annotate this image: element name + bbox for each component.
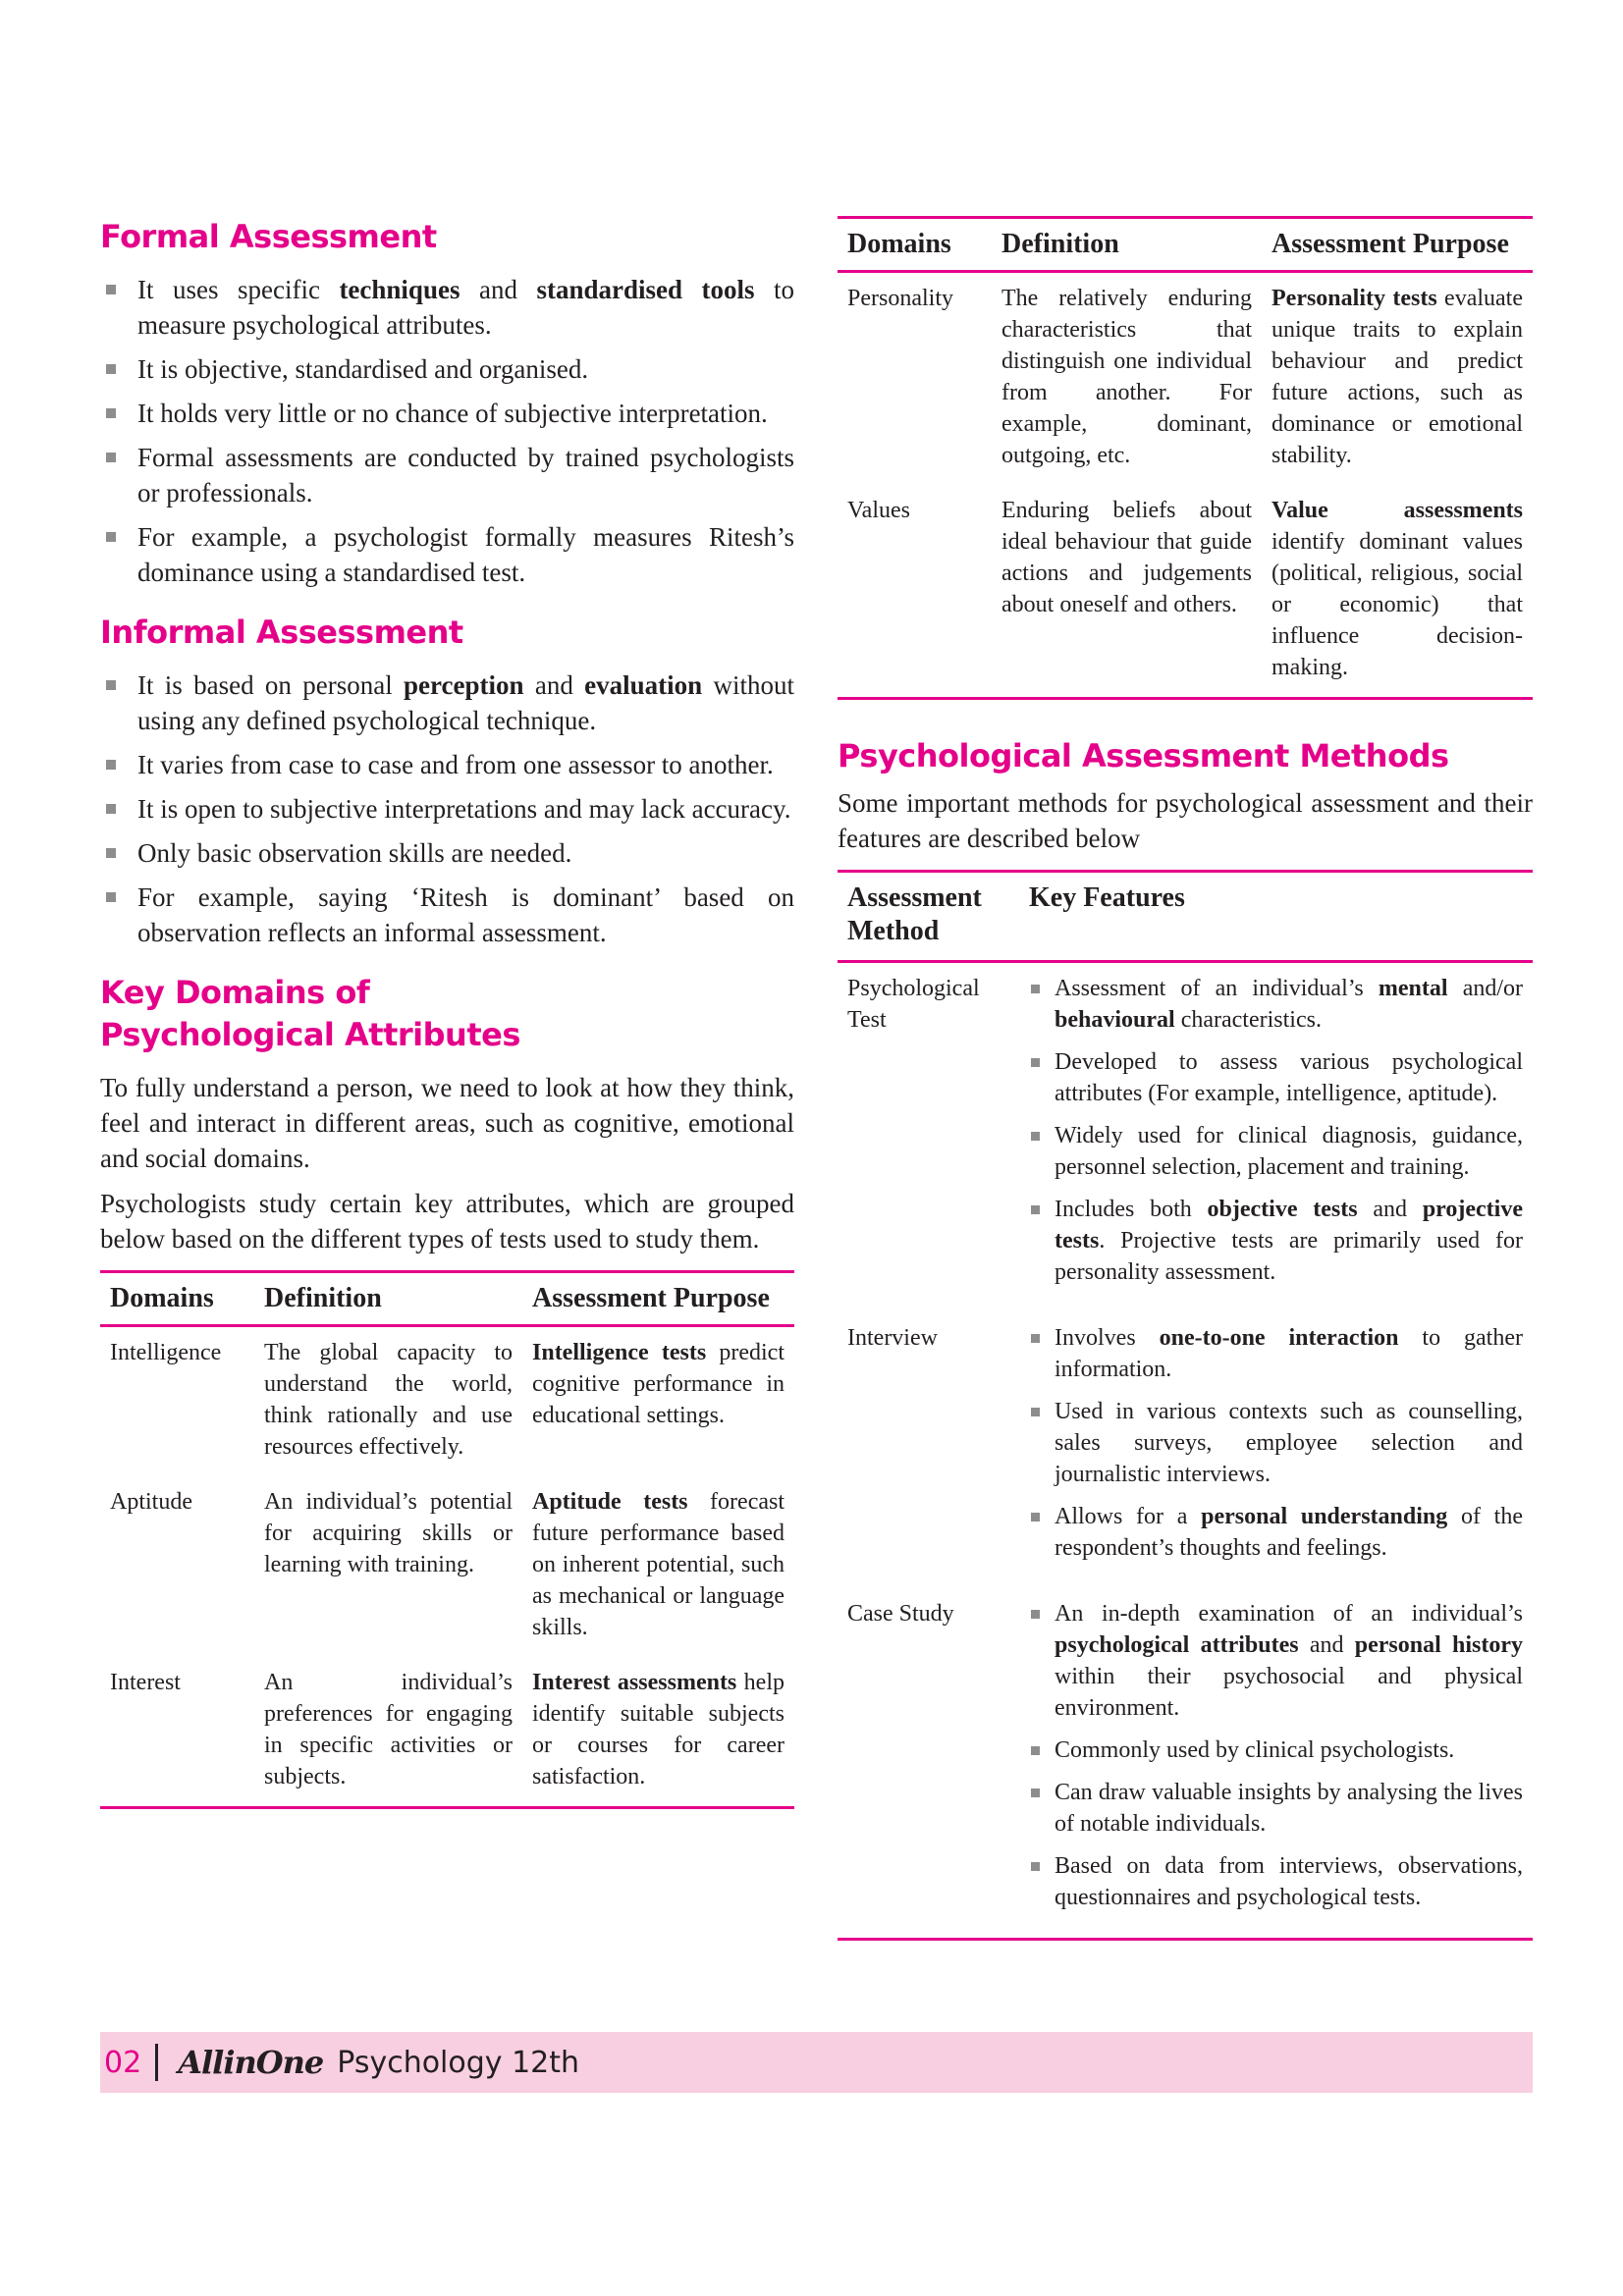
feature-item: [1029, 1735, 1523, 1766]
text-run: identify dominant values (political, religious, social or economic) that influence decision-making.: [1271, 529, 1523, 680]
method-row: [838, 1588, 1533, 1940]
text-run: Involves: [1055, 1325, 1160, 1351]
text-run: For example, saying ‘Ritesh is dominant’ based on observation reflects an informal assessment.: [137, 882, 794, 947]
domain-row: [100, 1326, 794, 1477]
text-run: Formal assessments are conducted by trained psychologists or professionals.: [137, 443, 794, 507]
bold-text: mental: [1378, 976, 1448, 1001]
bullet-item: [100, 667, 794, 738]
bold-text: standardised tools: [536, 275, 755, 304]
header-assessment-purpose: Assessment Purpose: [1271, 229, 1509, 259]
informal-assessment-list: [100, 667, 794, 950]
text-run: characteristics.: [1174, 1007, 1322, 1033]
domain-purpose: [522, 1657, 794, 1808]
text-run: Assessment of an individual’s: [1055, 976, 1379, 1001]
bold-text: personal history: [1354, 1632, 1523, 1658]
text-run: and: [1357, 1197, 1423, 1222]
header-domains: Domains: [847, 229, 951, 259]
text-run: within their psychosocial and physical environment.: [1055, 1664, 1523, 1721]
text-run: and: [523, 670, 585, 700]
text-run: It holds very little or no chance of subjective interpretation.: [137, 399, 768, 428]
domain-name: Interest: [110, 1670, 181, 1695]
domain-name: Personality: [847, 286, 953, 311]
header-assessment-purpose: Assessment Purpose: [532, 1283, 770, 1313]
header-definition: Definition: [264, 1283, 382, 1313]
text-run: It uses specific: [137, 275, 340, 304]
text-run: Commonly used by clinical psychologists.: [1055, 1737, 1455, 1763]
page-number: 02: [104, 2045, 142, 2080]
bold-text: Value assessments: [1271, 498, 1523, 523]
feature-item: [1029, 1194, 1523, 1288]
key-features-list: [1029, 973, 1523, 1288]
left-column: [100, 216, 794, 1809]
text-run: predict cognitive performance in educational settings.: [532, 1340, 784, 1428]
bold-text: Aptitude tests: [532, 1489, 688, 1515]
formal-assessment-list: [100, 272, 794, 590]
bullet-item: [100, 440, 794, 510]
domain-purpose: [522, 1476, 794, 1657]
text-run: to measure psychological attributes.: [137, 275, 794, 340]
allinone-logo: AllinOne: [178, 2044, 324, 2081]
text-run: Used in various contexts such as counselling, sales surveys, employee selection and journalistic interviews.: [1055, 1399, 1523, 1487]
domain-definition: An individual’s potential for acquiring skills or learning with training.: [264, 1489, 513, 1577]
key-features-list: [1029, 1598, 1523, 1913]
text-run: It varies from case to case and from one assessor to another.: [137, 750, 774, 779]
bullet-item: [100, 396, 794, 431]
domain-name: Intelligence: [110, 1340, 222, 1365]
bullet-item: [100, 880, 794, 950]
domain-definition: Enduring beliefs about ideal behaviour that guide actions and judgements about oneself and others.: [1001, 498, 1252, 617]
method-features: [1019, 1312, 1533, 1588]
method-features: [1019, 1588, 1533, 1940]
header-key-features: Key Features: [1029, 882, 1185, 913]
feature-item: [1029, 1598, 1523, 1724]
domain-purpose: [522, 1326, 794, 1477]
domain-purpose: [1262, 485, 1533, 699]
header-assessment-method: Assessment Method: [847, 882, 982, 946]
methods-table-header-row: [838, 872, 1533, 962]
method-row: [838, 962, 1533, 1313]
domain-table-part1: [100, 1270, 794, 1809]
informal-assessment-heading: Informal Assessment: [100, 614, 463, 651]
key-domains-heading: Key Domains of Psychological Attributes: [100, 974, 520, 1053]
method-row: [838, 1312, 1533, 1588]
domain-definition: An individual’s preferences for engaging in specific activities or subjects.: [264, 1670, 513, 1789]
assessment-methods-intro: Some important methods for psychological assessment and their features are described below: [838, 788, 1533, 853]
method-name: Psychological Test: [847, 976, 980, 1033]
domain-definition: The relatively enduring characteristics that distinguish one individual from another. For example, dominant, outgoing, etc.: [1001, 286, 1252, 468]
key-domains-intro: To fully understand a person, we need to look at how they think, feel and interact in different areas, such as cognitive, emotional and social domains.: [100, 1073, 794, 1173]
feature-item: [1029, 1046, 1523, 1109]
bold-text: psychological attributes: [1055, 1632, 1299, 1658]
bullet-item: [100, 272, 794, 343]
page-footer: [100, 2032, 1533, 2093]
book-title: Psychology 12th: [337, 2045, 580, 2080]
text-run: to gather information.: [1055, 1325, 1523, 1382]
header-domains: Domains: [110, 1283, 214, 1313]
text-run: Widely used for clinical diagnosis, guidance, personnel selection, placement and training.: [1055, 1123, 1523, 1180]
text-run: and/or: [1447, 976, 1524, 1001]
bullet-item: [100, 747, 794, 782]
domain-row: [838, 272, 1533, 486]
bold-text: techniques: [339, 275, 460, 304]
method-name: Interview: [847, 1325, 938, 1351]
domain-table-part2: [838, 216, 1533, 700]
methods-table: [838, 870, 1533, 1941]
text-run: and: [1298, 1632, 1355, 1658]
domain-table-header-row: [838, 218, 1533, 272]
text-run: It is objective, standardised and organised.: [137, 354, 589, 384]
right-column: [838, 216, 1533, 1941]
bold-text: Personality tests: [1271, 286, 1437, 311]
text-run: and: [460, 275, 537, 304]
bold-text: Interest assessments: [532, 1670, 737, 1695]
text-run: An in-depth examination of an individual’s: [1055, 1601, 1523, 1627]
assessment-methods-heading: Psychological Assessment Methods: [838, 737, 1449, 774]
header-definition: Definition: [1001, 229, 1119, 259]
bold-text: projective tests: [1055, 1197, 1523, 1254]
method-name: Case Study: [847, 1601, 954, 1627]
feature-item: [1029, 1777, 1523, 1840]
text-run: Based on data from interviews, observations, questionnaires and psychological tests.: [1055, 1853, 1523, 1910]
text-run: . Projective tests are primarily used for personality assessment.: [1055, 1228, 1523, 1285]
feature-item: [1029, 1396, 1523, 1490]
feature-item: [1029, 973, 1523, 1036]
bold-text: perception: [404, 670, 524, 700]
domain-name: Aptitude: [110, 1489, 192, 1515]
domain-purpose: [1262, 272, 1533, 486]
bold-text: objective tests: [1207, 1197, 1358, 1222]
text-run: forecast future performance based on inherent potential, such as mechanical or language skills.: [532, 1489, 785, 1640]
method-features: [1019, 962, 1533, 1313]
text-run: of the respondent’s thoughts and feelings.: [1055, 1504, 1523, 1561]
bold-text: Intelligence tests: [532, 1340, 707, 1365]
key-features-list: [1029, 1322, 1523, 1564]
text-run: It is based on personal: [137, 670, 405, 700]
text-run: It is open to subjective interpretations and may lack accuracy.: [137, 794, 791, 824]
text-run: Allows for a: [1055, 1504, 1202, 1529]
domain-name: Values: [847, 498, 910, 523]
bold-text: personal understanding: [1201, 1504, 1448, 1529]
bold-text: behavioural: [1055, 1007, 1175, 1033]
footer-divider: [155, 2044, 158, 2081]
bullet-item: [100, 519, 794, 590]
text-run: Only basic observation skills are needed.: [137, 838, 572, 868]
bullet-item: [100, 791, 794, 827]
bold-text: evaluation: [584, 670, 703, 700]
bullet-item: [100, 835, 794, 871]
text-run: without using any defined psychological technique.: [137, 670, 794, 735]
domain-definition: The global capacity to understand the world, think rationally and use resources effectively.: [264, 1340, 513, 1460]
formal-assessment-heading: Formal Assessment: [100, 218, 437, 255]
feature-item: [1029, 1501, 1523, 1564]
text-run: Can draw valuable insights by analysing the lives of notable individuals.: [1055, 1780, 1523, 1837]
feature-item: [1029, 1322, 1523, 1385]
domain-row: [100, 1476, 794, 1657]
text-run: help identify suitable subjects or courses for career satisfaction.: [532, 1670, 784, 1789]
text-run: evaluate unique traits to explain behaviour and predict future actions, such as dominance or emotional stability.: [1271, 286, 1523, 468]
text-run: For example, a psychologist formally measures Ritesh’s dominance using a standardised test.: [137, 522, 794, 587]
bold-text: one-to-one interaction: [1159, 1325, 1399, 1351]
domain-table-header-row: [100, 1272, 794, 1326]
domain-row: [838, 485, 1533, 699]
text-run: Developed to assess various psychological attributes (For example, intelligence, aptitude).: [1055, 1049, 1523, 1106]
text-run: Includes both: [1055, 1197, 1208, 1222]
feature-item: [1029, 1850, 1523, 1913]
bullet-item: [100, 351, 794, 387]
key-domains-para: Psychologists study certain key attributes, which are grouped below based on the different types of tests used to study them.: [100, 1189, 794, 1254]
domain-row: [100, 1657, 794, 1808]
feature-item: [1029, 1120, 1523, 1183]
